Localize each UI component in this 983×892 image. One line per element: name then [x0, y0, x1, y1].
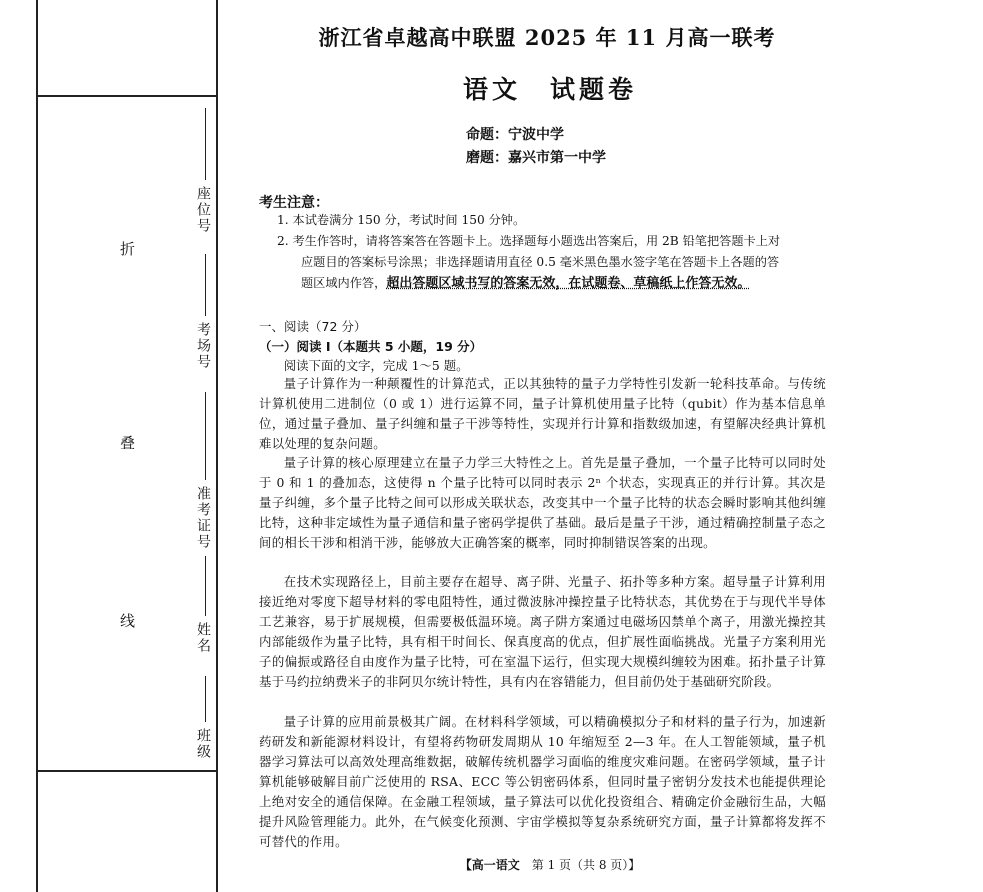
setter-line: 命题：宁波中学 — [466, 127, 564, 143]
instruction: 阅读下面的文字，完成 1～5 题。 — [283, 358, 469, 373]
seat-number-label: 座位号 — [195, 186, 211, 234]
binding-bottom-divider — [36, 770, 218, 772]
part-heading: 一、阅读（72 分） — [259, 319, 367, 334]
binding-top-divider — [36, 95, 218, 97]
fold-char-1: 折 — [120, 240, 136, 258]
reviewer-line: 磨题：嘉兴市第一中学 — [466, 150, 606, 166]
footer-page: 第 1 页（共 8 页）】 — [531, 858, 641, 872]
page-footer — [370, 856, 730, 873]
passage-paragraph-3: 在技术实现路径上，目前主要存在超导、离子阱、光量子、拓扑等多种方案。超导量子计算利用接近绝对零度下超导材料的零电阻特性，通过微波脉冲操控量子比特状态，其优势在于与现代半导体工艺兼容，易于扩展规模，但需要极低温环境。离子阱方案通过电磁场囚禁单个离子，用激光操控其内部能级作为量子比特，具有相干时间长、保真度高的优点，但扩展性面临挑战。光量子方案利用光子的偏振或路径自由度作为量子比特，可在室温下运行，但实现大规模纠缠较为困难。拓扑量子计算基于马约拉纳费米子的非阿贝尔统计特性，具有内在容错能力，但目前仍处于基础研究阶段。 — [259, 574, 826, 689]
class-label: 班级 — [195, 728, 211, 760]
exam-room-line — [205, 254, 206, 316]
sub-heading: （一）阅读 I（本题共 5 小题，19 分） — [259, 339, 483, 354]
notice-item-2-line-1: 2. 考生作答时，请将答案答在答题卡上。选择题每小题选出答案后，用 2B 铅笔把答题卡上对 — [277, 234, 781, 248]
name-label: 姓名 — [195, 622, 211, 654]
paper-title: 语文 试题卷 — [462, 75, 637, 104]
notice-heading: 考生注意： — [259, 195, 329, 211]
exam-title: 浙江省卓越高中联盟 2025 年 11 月高一联考 — [318, 25, 776, 50]
passage-paragraph-1: 量子计算作为一种颠覆性的计算范式，正以其独特的量子力学特性引发新一轮科技革命。与传统计算机使用二进制位（0 或 1）进行运算不同，量子计算机使用量子比特（qubit）作为基本信息单位，通过量子叠加、量子纠缠和量子干涉等特性，实现并行计算和指数级加速，有望解决经典计算机难以处理的复杂问题。 — [259, 376, 826, 451]
binding-right-rule — [216, 0, 218, 892]
binding-margin — [0, 0, 218, 892]
notice-item-2-line-3-text: 题区域内作答， — [301, 276, 387, 290]
class-line — [205, 676, 206, 722]
binding-left-rule — [36, 0, 38, 892]
admission-number-label: 准考证号 — [195, 486, 211, 550]
notice-item-2-line-3 — [301, 273, 827, 294]
notice-emphasis: 超出答题区域书写的答案无效，在试题卷、草稿纸上作答无效。 — [386, 276, 751, 291]
name-line — [205, 556, 206, 616]
seat-number-line — [205, 108, 206, 180]
fold-char-2: 叠 — [120, 434, 136, 452]
exam-room-label: 考场号 — [195, 322, 211, 370]
notice-item-2-line-2: 应题目的答案标号涂黑；非选择题请用直径 0.5 毫米黑色墨水签字笔在答题卡上各题的答 — [301, 255, 780, 269]
notice-item-1: 1. 本试卷满分 150 分，考试时间 150 分钟。 — [277, 213, 526, 227]
footer-subject: 【高一语文 — [459, 858, 520, 872]
fold-char-3: 线 — [120, 612, 136, 630]
admission-number-line — [205, 392, 206, 480]
passage-paragraph-2: 量子计算的核心原理建立在量子力学三大特性之上。首先是量子叠加，一个量子比特可以同时处于 0 和 1 的叠加态，这使得 n 个量子比特可以同时表示 2ⁿ 个状态，实现真正的并行计算。其次是量子纠缠，多个量子比特之间可以形成关联状态，改变其中一个量子比特的状态会瞬时影响其他纠缠比特，这种非定域性为量子通信和量子密码学提供了基础。最后是量子干涉，通过精确控制量子态之间的相长干涉和相消干涉，能够放大正确答案的概率，同时抑制错误答案的出现。 — [259, 455, 826, 550]
passage-paragraph-4: 量子计算的应用前景极其广阔。在材料科学领域，可以精确模拟分子和材料的量子行为，加速新药研发和新能源材料设计，有望将药物研发周期从 10 年缩短至 2—3 年。在人工智能领域，量子机器学习算法可以高效处理高维数据，破解传统机器学习面临的维度灾难问题。在密码学领域，量子计算机能够破解目前广泛使用的 RSA、ECC 等公钥密码体系，但同时量子密钥分发技术也能提供理论上绝对安全的通信保障。在金融工程领域，量子算法可以优化投资组合、精确定价金融衍生品，大幅提升风险管理能力。此外，在气候变化预测、宇宙学模拟等复杂系统研究方面，量子计算都将发挥不可替代的作用。 — [259, 714, 826, 849]
